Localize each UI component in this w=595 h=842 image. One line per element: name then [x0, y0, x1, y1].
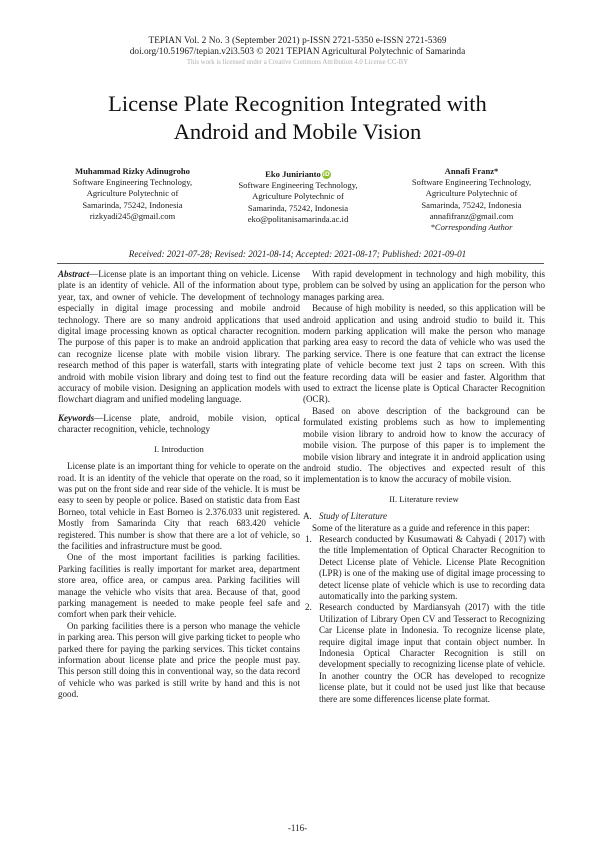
- list-number: 1.: [305, 533, 312, 544]
- paragraph: On parking facilities there is a person who manage the vehicle in parking area. This person will give parking ticket to people who parked there for paying the parking services. This ticket contains information about license plate and price the people must pay. This person still doing this in conventional way, so the data record of vehicle who was parked is still write by hand and this is not good.: [58, 620, 300, 700]
- author-affiliation: Agriculture Polytechnic of: [252, 191, 344, 202]
- author-affiliation: Agriculture Polytechnic of: [425, 188, 518, 199]
- author-affiliation: Samarinda, 75242, Indonesia: [82, 199, 183, 210]
- author-email[interactable]: annafifranz@gmail.com: [429, 210, 514, 221]
- paragraph: Because of high mobility is needed, so this application will be android application and using android studio to build it. This modern parking application will make the person who manage parking area easy to record the data of vehicle who was used the parking service. There is one feature that can extract the license plate of vehicle become text just 2 taps on screen. With this feature recording data will be easier and faster. Algorithm that used to extract the license plate is Optical Character Recognition (OCR).: [303, 303, 545, 405]
- left-column: [58, 269, 300, 701]
- author-affiliation: Samarinda, 75242, Indonesia: [421, 199, 522, 210]
- title-line-1: License Plate Recognition Integrated with: [108, 91, 487, 116]
- author-block: [379, 166, 564, 233]
- subsection-letter: A.: [303, 511, 312, 522]
- author-email[interactable]: rizkyadi245@gmail.com: [89, 210, 176, 221]
- keywords: [58, 413, 300, 436]
- author-block: [40, 166, 225, 222]
- section-heading-literature-review: II. Literature review: [389, 493, 459, 504]
- author-affiliation: Software Engineering Technology,: [72, 177, 193, 188]
- abstract-text: —License plate is an important thing on vehicle. License plate is an identity of vehicle. All of the information about type, year, tax, and owner of vehicle. The development of technology especially in digital image processing and mobile android technology. There are so many android applications that used digital image processing known as optical character recognition. The purpose of this paper is to make an android application that can recognize license plate with mobile vision library. The research method of this paper is waterfall, starts with integrating android with mobile vision library and doing test to find out the accuracy of mobile vision. Designing an application models with flowchart diagram and unified modeling language.: [58, 269, 300, 405]
- list-number: 2.: [305, 602, 312, 613]
- paragraph: With rapid development in technology and high mobility, this problem can be solved by using an application for the person who manages parking area.: [303, 269, 545, 302]
- keywords-text: —License plate, android, mobile vision, optical character recognition, vehicle, technology: [58, 412, 300, 435]
- author-name: Eko Junirianto: [265, 169, 321, 179]
- license-line[interactable]: This work is licensed under a Creative Commons Attribution 4.0 License CC-BY: [186, 59, 409, 66]
- list-item-text: Research conducted by Mardiansyah (2017) with the title Utilization of Library Open CV and Tesseract to Recognizing Car License plate in Indonesia. To recognize license plate, require digital image input that contain object number. In Indonesia Optical Character Recognition is still on development specially to recognizing license plate of vehicle. In another country the OCR has developed to recognize license plate, but it could not be used just like that because there are some differences license plate format.: [319, 602, 545, 704]
- journal-header: TEPIAN Vol. 2 No. 3 (September 2021) p-ISSN 2721-5350 e-ISSN 2721-5369: [148, 36, 447, 46]
- keywords-label: Keywords: [58, 412, 95, 423]
- abstract: [58, 269, 300, 406]
- author-affiliation: Agriculture Polytechnic of: [86, 188, 179, 199]
- author-email[interactable]: eko@politanisamarinda.ac.id: [247, 213, 349, 224]
- paragraph: Some of the literature as a guide and reference in this paper:: [312, 522, 530, 533]
- paragraph: Based on above description of the background can be formulated existing problems such as how to implementing mobile vision library to android how to know the accuracy of mobile vision. The purpose of this paper is to implement the mobile vision library and integrate it in android application using android studio. The objectives and expected result of this implementation is to know the accuracy of mobile vision.: [303, 405, 545, 485]
- corresponding-note: *Corresponding Author: [430, 222, 513, 233]
- doi-line[interactable]: doi.org/10.51967/tepian.v2i3.503 © 2021 TEPIAN Agricultural Polytechnic of Samarinda: [129, 47, 466, 57]
- right-column: [303, 269, 545, 705]
- author-name: Muhammad Rizky Adinugroho: [75, 166, 190, 176]
- section-heading-introduction: I. Introduction: [154, 443, 204, 454]
- author-affiliation: Software Engineering Technology,: [411, 177, 532, 188]
- author-name: Annafi Franz*: [444, 166, 499, 176]
- abstract-label: Abstract: [58, 269, 90, 279]
- paper-title: [40, 90, 555, 146]
- author-affiliation: Software Engineering Technology,: [238, 180, 358, 191]
- author-affiliation: Samarinda, 75242, Indonesia: [247, 202, 349, 213]
- list-item-text: Research conducted by Kusumawati & Cahyadi ( 2017) with the title Implementation of Optical Character Recognition to Detect License plate of Vehicle. License Plate Recognition (LPR) is one of the making use of digital image processing to detect license plate of vehicle which is use to recording data automatically into the parking system.: [319, 533, 545, 601]
- publication-dates: Received: 2021-07-28; Revised: 2021-08-14; Accepted: 2021-08-17; Published: 2021-09-01: [128, 249, 467, 259]
- author-block: [213, 169, 383, 225]
- divider: [57, 263, 544, 264]
- reference-list: [303, 534, 545, 705]
- author-name-row: [213, 169, 383, 180]
- paragraph: One of the most important facilities is parking facilities. Parking facilities is really important for market area, department store area, office area, or campus area. Parking facilities will manage the vehicle who visits that area. Because of that, good parking management is needed to make people feel safe and comfort when park their vehicle.: [58, 552, 300, 620]
- subsection-title: Study of Literature: [319, 511, 388, 522]
- list-item: [303, 534, 545, 602]
- subsection-heading: [303, 511, 545, 522]
- orcid-icon[interactable]: iD: [322, 171, 330, 178]
- title-line-2: Android and Mobile Vision: [173, 119, 422, 144]
- list-item: [303, 602, 545, 705]
- paragraph: License plate is an important thing for vehicle to operate on the road. It is an identity of the vehicle that operate on the road, so it was put on the front side and rear side of the vehicle. It is must be easy to seen by people or police. Based on statistic data from East Borneo, total vehicle in East Borneo is 2.376.033 unit registered. Mostly from Samarinda City that reach 683.420 vehicle registered. This number is show that there are a lot of vehicle, so the facilities and infrastructure must be good.: [58, 461, 300, 551]
- page-number: -116-: [287, 823, 308, 833]
